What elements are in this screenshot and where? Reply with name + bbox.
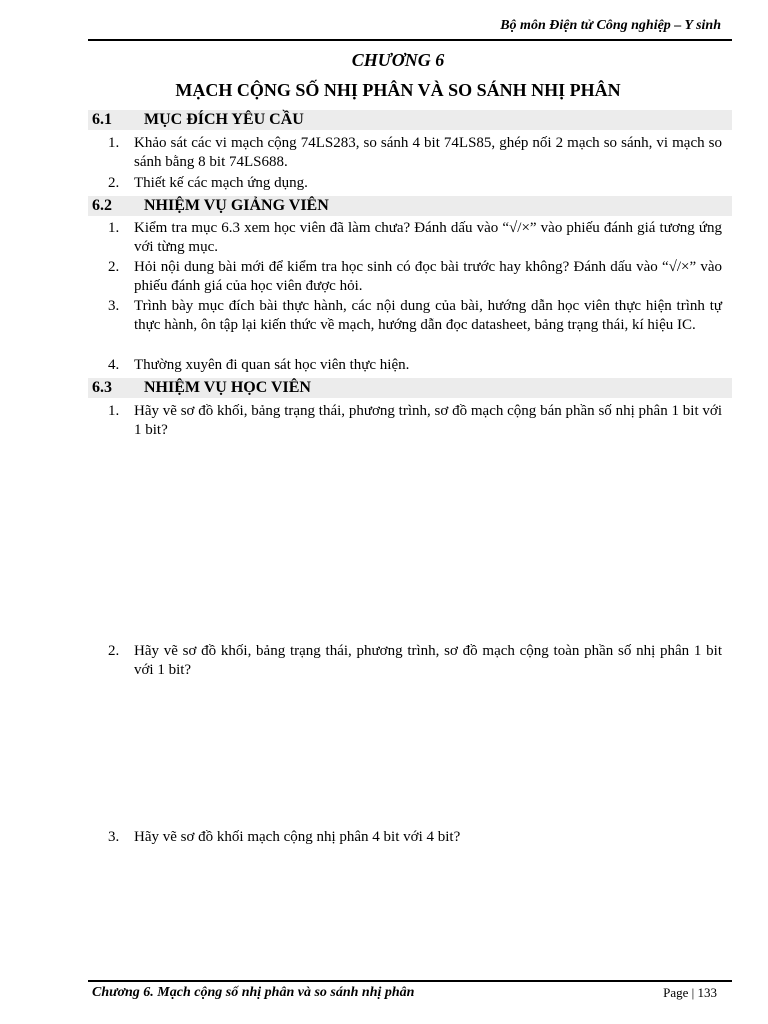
list-item	[108, 828, 722, 847]
section-title: NHIỆM VỤ GIẢNG VIÊN	[144, 197, 329, 214]
list-item	[108, 356, 722, 375]
section-heading-6-3	[88, 378, 732, 398]
list-item-text: Hãy vẽ sơ đồ khối mạch cộng nhị phân 4 bit với 4 bit?	[134, 829, 461, 845]
running-header: Bộ môn Điện tử Công nghiệp – Y sinh	[500, 18, 721, 33]
list-item-number: 3.	[108, 829, 120, 845]
list-item-text: Thường xuyên đi quan sát học viên thực hiện.	[134, 357, 410, 373]
list-item-text: Kiểm tra mục 6.3 xem học viên đã làm chưa? Đánh dấu vào “√/×” vào phiếu đánh giá tương ứng với từng mục.	[134, 220, 722, 255]
list-item-text: Khảo sát các vi mạch cộng 74LS283, so sánh 4 bit 74LS85, ghép nối 2 mạch so sánh, vi mạch so sánh bằng 8 bit 74LS688.	[134, 135, 722, 170]
list-item	[108, 642, 722, 680]
list-item-number: 1.	[108, 135, 120, 151]
list-item-number: 3.	[108, 298, 120, 314]
section-number: 6.3	[92, 379, 112, 396]
page-number: Page | 133	[663, 985, 717, 1000]
list-item	[108, 258, 722, 296]
section-title: NHIỆM VỤ HỌC VIÊN	[144, 379, 311, 396]
list-item	[108, 174, 722, 193]
list-item-text: Hãy vẽ sơ đồ khối, bảng trạng thái, phương trình, sơ đồ mạch cộng toàn phần số nhị phân 1 bit với 1 bit?	[134, 643, 722, 678]
list-item-text: Thiết kế các mạch ứng dụng.	[134, 175, 308, 191]
list-item-number: 2.	[108, 175, 120, 191]
list-item-text: Hãy vẽ sơ đồ khối, bảng trạng thái, phương trình, sơ đồ mạch cộng bán phần số nhị phân 1 bit với 1 bit?	[134, 403, 722, 438]
footer-rule	[88, 980, 732, 982]
section-number: 6.1	[92, 111, 112, 128]
section-heading-6-2	[88, 196, 732, 216]
chapter-title: MẠCH CỘNG SỐ NHỊ PHÂN VÀ SO SÁNH NHỊ PHÂN	[175, 80, 621, 100]
header-rule	[88, 39, 732, 41]
list-item	[108, 219, 722, 257]
list-item	[108, 297, 722, 335]
list-item-text: Trình bày mục đích bài thực hành, các nội dung của bài, hướng dẫn học viên thực hiện trình tự thực hành, ôn tập lại kiến thức về mạch, hướng dẫn đọc datasheet, bảng trạng thái, kí hiệu IC.	[134, 298, 722, 333]
section-title: MỤC ĐÍCH YÊU CẦU	[144, 111, 304, 128]
list-item	[108, 402, 722, 440]
list-item	[108, 134, 722, 172]
list-item-number: 1.	[108, 403, 120, 419]
list-item-number: 4.	[108, 357, 120, 373]
list-item-text: Hỏi nội dung bài mới để kiểm tra học sinh có đọc bài trước hay không? Đánh dấu vào “√/×” vào phiếu đánh giá của học viên được hỏi.	[134, 259, 722, 294]
list-item-number: 2.	[108, 643, 120, 659]
list-item-number: 2.	[108, 259, 120, 275]
chapter-label: CHƯƠNG 6	[351, 50, 445, 70]
list-item-number: 1.	[108, 220, 120, 236]
section-number: 6.2	[92, 197, 112, 214]
footer-chapter-reference: Chương 6. Mạch cộng số nhị phân và so sánh nhị phân	[92, 985, 415, 1000]
section-heading-6-1	[88, 110, 732, 130]
